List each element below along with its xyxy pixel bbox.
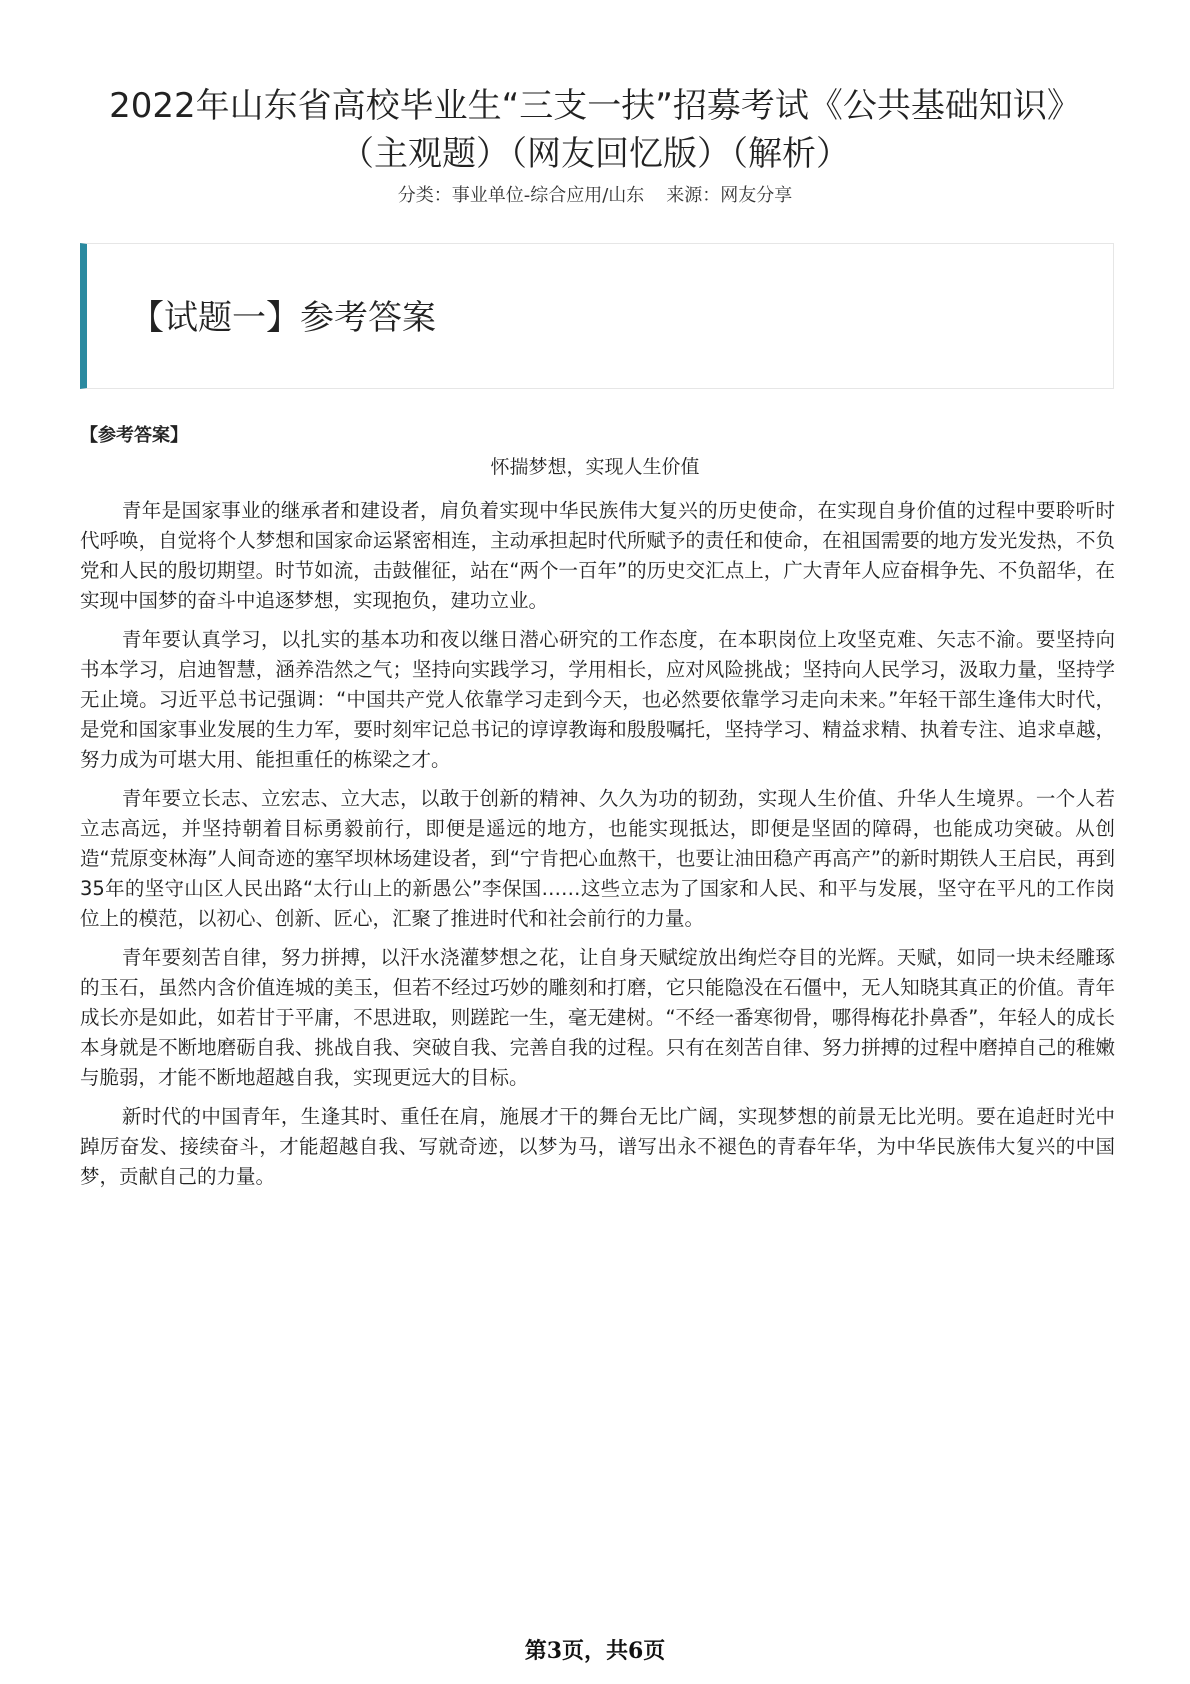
category-label: 分类：事业单位-综合应用/山东 [397, 185, 645, 206]
document-title-line2: （主观题）（网友回忆版）（解析） [340, 134, 850, 174]
document-title [80, 82, 1110, 178]
essay-body [80, 496, 1115, 1201]
section-header-box [80, 243, 1114, 389]
section-heading: 【试题一】参考答案 [130, 298, 436, 338]
essay-title: 怀揣梦想，实现人生价值 [490, 456, 700, 478]
essay-paragraph: 青年要认真学习，以扎实的基本功和夜以继日潜心研究的工作态度，在本职岗位上攻坚克难、矢志不渝。要坚持向书本学习，启迪智慧，涵养浩然之气；坚持向实践学习，学用相长，应对风险挑战；坚持向人民学习，汲取力量，坚持学无止境。习近平总书记强调：“中国共产党人依靠学习走到今天，也必然要依靠学习走向未来。”年轻干部生逢伟大时代，是党和国家事业发展的生力军，要时刻牢记总书记的谆谆教诲和殷殷嘱托，坚持学习、精益求精、执着专注、追求卓越，努力成为可堪大用、能担重任的栋梁之才。 [80, 628, 1115, 771]
page-number: 第3页，共6页 [524, 1638, 666, 1664]
essay-paragraph: 新时代的中国青年，生逢其时、重任在肩，施展才干的舞台无比广阔，实现梦想的前景无比光明。要在追赶时光中踔厉奋发、接续奋斗，才能超越自我、写就奇迹，以梦为马，谱写出永不褪色的青春年华，为中华民族伟大复兴的中国梦，贡献自己的力量。 [80, 1105, 1115, 1188]
document-title-line1: 2022年山东省高校毕业生“三支一扶”招募考试《公共基础知识》 [109, 86, 1081, 126]
essay-paragraph: 青年要刻苦自律，努力拼搏，以汗水浇灌梦想之花，让自身天赋绽放出绚烂夺目的光辉。天赋，如同一块未经雕琢的玉石，虽然内含价值连城的美玉，但若不经过巧妙的雕刻和打磨，它只能隐没在石僵中，无人知晓其真正的价值。青年成长亦是如此，如若甘于平庸，不思进取，则蹉跎一生，毫无建树。“不经一番寒彻骨，哪得梅花扑鼻香”，年轻人的成长本身就是不断地磨砺自我、挑战自我、突破自我、完善自我的过程。只有在刻苦自律、努力拼搏的过程中磨掉自己的稚嫩与脆弱，才能不断地超越自我，实现更远大的目标。 [80, 946, 1115, 1089]
document-meta [80, 184, 1110, 208]
answer-label: 【参考答案】 [80, 425, 188, 446]
source-label: 来源：网友分享 [666, 185, 793, 206]
essay-paragraph: 青年要立长志、立宏志、立大志，以敢于创新的精神、久久为功的韧劲，实现人生价值、升华人生境界。一个人若立志高远，并坚持朝着目标勇毅前行，即便是遥远的地方，也能实现抵达，即便是坚固的障碍，也能成功突破。从创造“荒原变林海”人间奇迹的塞罕坝林场建设者，到“宁肯把心血熬干，也要让油田稳产再高产”的新时期铁人王启民，再到35年的坚守山区人民出路“太行山上的新愚公”李保国……这些立志为了国家和人民、和平与发展，坚守在平凡的工作岗位上的模范，以初心、创新、匠心，汇聚了推进时代和社会前行的力量。 [80, 787, 1115, 930]
essay-paragraph: 青年是国家事业的继承者和建设者，肩负着实现中华民族伟大复兴的历史使命，在实现自身价值的过程中要聆听时代呼唤，自觉将个人梦想和国家命运紧密相连，主动承担起时代所赋予的责任和使命，在祖国需要的地方发光发热，不负党和人民的殷切期望。时节如流，击鼓催征，站在“两个一百年”的历史交汇点上，广大青年人应奋楫争先、不负韶华，在实现中国梦的奋斗中追逐梦想，实现抱负，建功立业。 [80, 499, 1115, 612]
